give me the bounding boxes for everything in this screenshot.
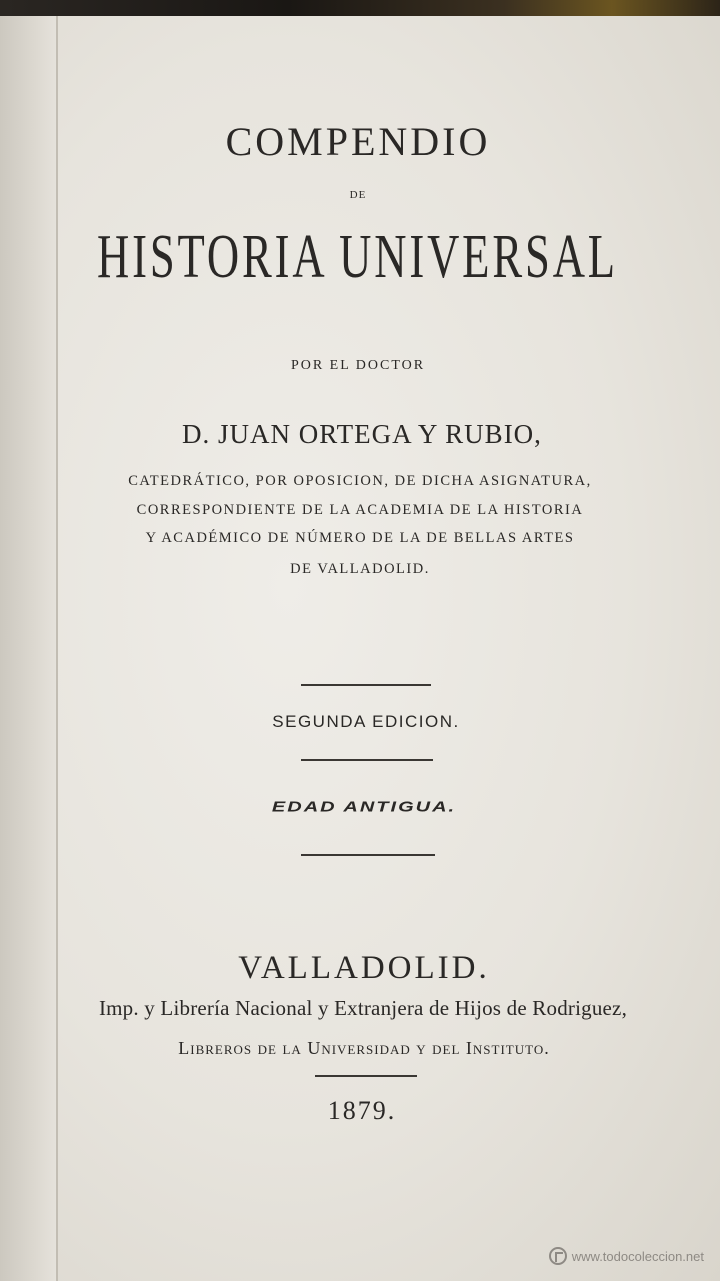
author-credential-line: Y ACADÉMICO DE NÚMERO DE LA DE BELLAS ARTES: [145, 530, 575, 546]
volume-label: EDAD ANTIGUA.: [271, 798, 457, 816]
imprint-printer: Imp. y Librería Nacional y Extranjera de Hijos de Rodriguez,: [98, 996, 628, 1020]
author-credential-line: CORRESPONDIENTE DE LA ACADEMIA DE LA HISTORIA: [136, 502, 584, 518]
author-name: D. JUAN ORTEGA Y RUBIO,: [182, 419, 542, 449]
watermark-text: www.todocoleccion.net: [571, 1248, 704, 1264]
divider-rule: [301, 684, 431, 686]
author-credential-line: CATEDRÁTICO, POR OPOSICION, DE DICHA ASIGNATURA,: [128, 473, 592, 489]
author-credential-line: DE VALLADOLID.: [290, 561, 430, 577]
divider-rule: [301, 854, 435, 856]
divider-rule: [301, 759, 433, 761]
imprint-city: VALLADOLID.: [238, 950, 490, 986]
divider-rule: [315, 1075, 417, 1077]
watermark-logo-icon: [549, 1247, 567, 1265]
page-edge-left: [0, 16, 58, 1281]
title-connector: DE: [349, 189, 367, 201]
main-title: HISTORIA UNIVERSAL: [96, 223, 618, 291]
edition-label: SEGUNDA EDICION.: [272, 712, 460, 731]
title-line-compendio: COMPENDIO: [225, 119, 491, 164]
byline: POR EL DOCTOR: [290, 358, 426, 373]
publication-year: 1879.: [327, 1096, 397, 1125]
imprint-booksellers: Libreros de la Universidad y del Instituto.: [178, 1038, 550, 1058]
watermark: [549, 1247, 704, 1265]
book-page: [0, 16, 720, 1281]
